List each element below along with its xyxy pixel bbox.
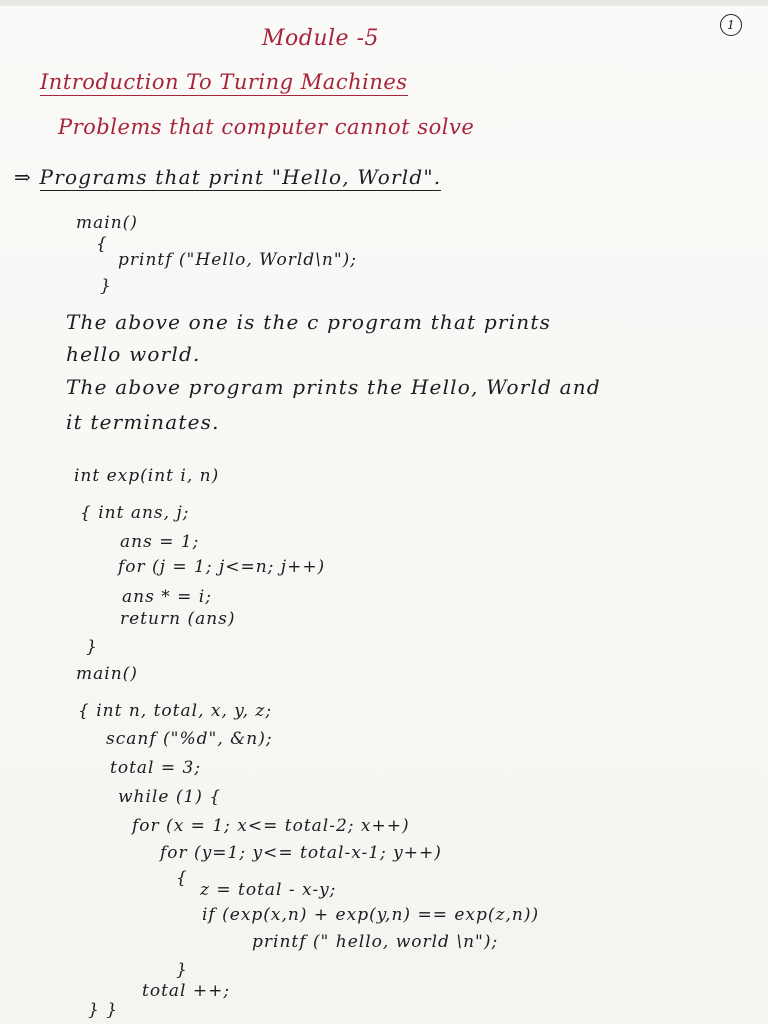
code-line: total = 3; [110,758,202,778]
code-line: printf (" hello, world \n"); [252,932,499,952]
code-line: { [96,234,108,254]
code-line: } [86,637,98,657]
page-number: 1 [720,14,742,36]
code-line: { int ans, j; [80,503,190,523]
note-line: it terminates. [66,410,220,434]
code-line: printf ("Hello, World\n"); [118,250,358,270]
page-subtitle: Problems that computer cannot solve [58,115,475,139]
code-line: if (exp(x,n) + exp(y,n) == exp(z,n)) [202,905,540,925]
code-line: { [176,868,188,888]
code-line: for (x = 1; x<= total-2; x++) [132,816,410,836]
code-line: scanf ("%d", &n); [106,729,273,749]
code-line: { int n, total, x, y, z; [78,701,273,721]
note-line: The above one is the c program that prints [66,310,552,334]
code-line: for (y=1; y<= total-x-1; y++) [160,843,442,863]
code-line: int exp(int i, n) [74,466,220,486]
module-heading: Module -5 [262,26,380,51]
code-line: } } [88,1000,119,1020]
page-title: Introduction To Turing Machines [40,70,408,94]
section-title: Programs that print "Hello, World". [39,165,442,189]
arrow-icon: ⇒ [14,165,32,189]
section-heading [14,165,441,189]
page-top-edge [0,0,768,6]
code-line: total ++; [142,981,231,1001]
code-line: main() [76,664,138,684]
note-line: hello world. [66,342,201,366]
note-line: The above program prints the Hello, World and [66,375,601,399]
code-line: return (ans) [120,609,236,629]
code-line: z = total - x-y; [200,880,337,900]
code-line: ans * = i; [122,587,212,607]
code-line: } [100,276,112,296]
code-line: main() [76,213,138,233]
code-line: for (j = 1; j<=n; j++) [118,557,326,577]
code-line: } [176,960,188,980]
code-line: ans = 1; [120,532,200,552]
code-line: while (1) { [118,787,222,807]
